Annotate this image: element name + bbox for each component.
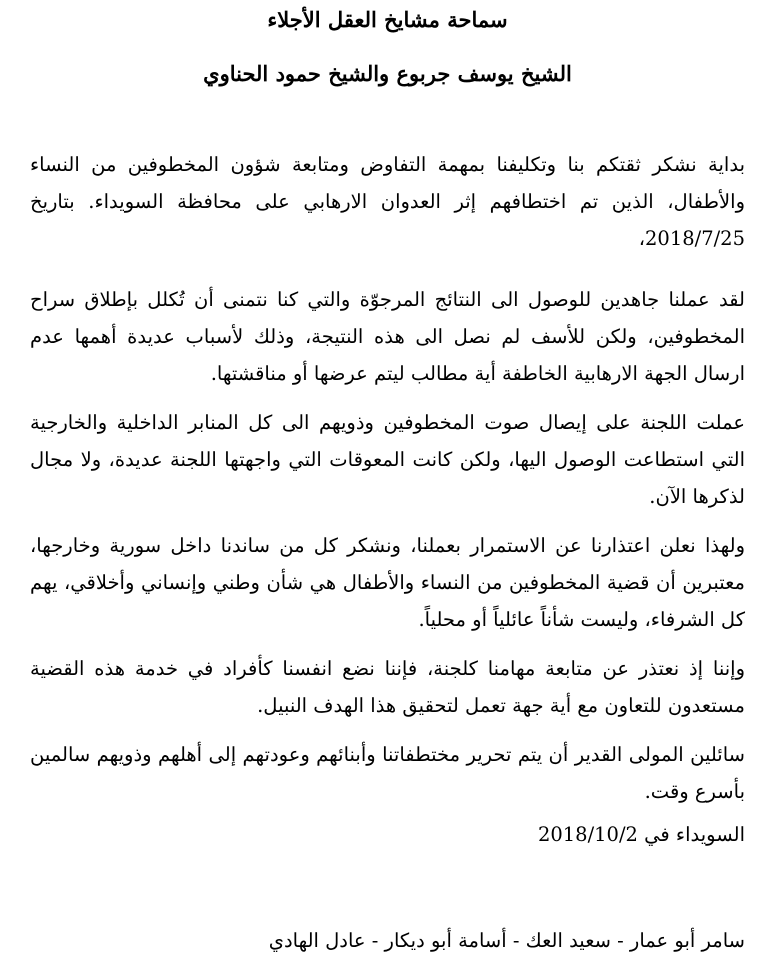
place-date: السويداء في 2018/10/2 [537, 823, 745, 846]
letter-title: سماحة مشايخ العقل الأجلاء [267, 7, 508, 32]
paragraph-apology: ولهذا نعلن اعتذارنا عن الاستمرار بعملنا، ونشكر كل من ساندنا داخل سورية وخارجها، معتبرين أن قضية المخطوفين من النساء والأطفال هي شأن وطني وإنساني وأخلاقي، يهم كل الشرفاء، وليست شأناً عائلياً أو محلياً. [30, 534, 745, 631]
paragraph-availability: وإننا إذ نعتذر عن متابعة مهامنا كلجنة، فإننا نضع انفسنا كأفراد في خدمة هذه القضية مستعدون للتعاون مع أية جهة تعمل لتحقيق هذا الهدف النبيل. [30, 657, 745, 717]
signatories: سامر أبو عمار - سعيد العك - أسامة أبو ديكار - عادل الهادي [268, 929, 745, 952]
paragraph-efforts: لقد عملنا جاهدين للوصول الى النتائج المرجوّة والتي كنا نتمنى أن تُكلل بإطلاق سراح المخطوفين، ولكن للأسف لم نصل الى هذه النتيجة، وذلك لأسباب عديدة أهمها عدم ارسال الجهة الارهابية الخاطفة أية مطالب ليتم عرضها أو مناقشتها. [30, 288, 745, 385]
letter-addressees: الشيخ يوسف جربوع والشيخ حمود الحناوي [203, 61, 572, 86]
paragraph-committee-work: عملت اللجنة على إيصال صوت المخطوفين وذويهم الى كل المنابر الداخلية والخارجية التي استطاعت الوصول اليها، ولكن كانت المعوقات التي واجهتها اللجنة عديدة، ولا مجال لذكرها الآن. [30, 411, 745, 508]
paragraph-prayer: سائلين المولى القدير أن يتم تحرير مختطفاتنا وأبنائهم وعودتهم إلى أهلهم وذويهم سالمين بأسرع وقت. [30, 743, 745, 803]
paragraph-thanks: بداية نشكر ثقتكم بنا وتكليفنا بمهمة التفاوض ومتابعة شؤون المخطوفين من النساء والأطفال، الذين تم اختطافهم إثر العدوان الارهابي على محافظة السويداء. بتاريخ 2018/7/25، [30, 153, 745, 250]
